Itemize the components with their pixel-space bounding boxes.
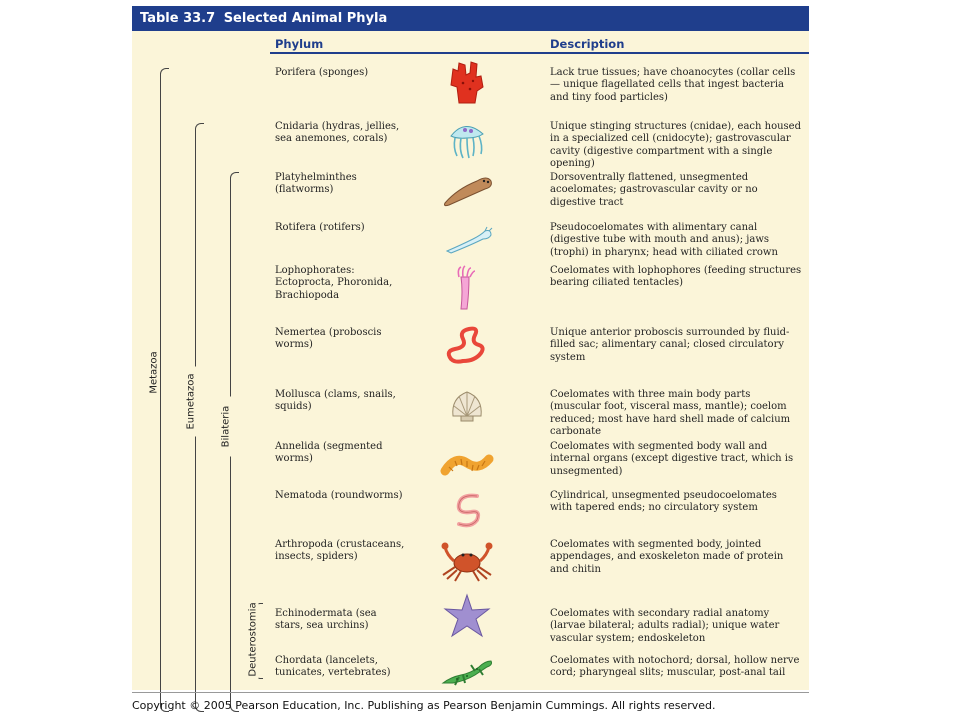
table-body <box>132 31 809 690</box>
phylum-nemertea: Nemertea (proboscis worms) <box>275 327 382 351</box>
description-column-header: Description <box>550 37 625 51</box>
phylum-echinodermata: Echinodermata (sea stars, sea urchins) <box>275 608 377 632</box>
sea-star-icon <box>437 593 497 639</box>
description-chordata: Coelomates with notochord; dorsal, hollow nerve cord; pharyngeal slits; muscular, post-anal tail <box>550 655 800 679</box>
eumetazoa-label: Eumetazoa <box>186 367 197 437</box>
flatworm-icon <box>437 169 497 215</box>
jellyfish-icon <box>437 116 497 162</box>
segmented-worm-icon <box>437 439 497 485</box>
phylum-porifera: Porifera (sponges) <box>275 67 369 78</box>
roundworm-icon <box>437 486 497 532</box>
phylum-annelida: Annelida (segmented worms) <box>275 441 383 465</box>
header-rule <box>270 52 809 54</box>
description-nemertea: Unique anterior proboscis surrounded by fluid-filled sac; alimentary canal; closed circulatory system <box>550 327 790 363</box>
metazoa-label: Metazoa <box>149 345 160 401</box>
salamander-icon <box>437 647 497 693</box>
copyright-notice: Copyright © 2005 Pearson Education, Inc. Publishing as Pearson Benjamin Cummings. All rights reserved. <box>132 699 716 712</box>
phylum-platyhelminthes: Platyhelminthes (flatworms) <box>275 172 357 196</box>
phylum-mollusca: Mollusca (clams, snails, squids) <box>275 389 396 413</box>
phylum-arthropoda: Arthropoda (crustaceans, insects, spiders) <box>275 539 405 563</box>
description-rotifera: Pseudocoelomates with alimentary canal (digestive tube with mouth and anus); jaws (trophi) in pharynx; head with ciliated crown <box>550 222 778 258</box>
description-annelida: Coelomates with segmented body wall and internal organs (except digestive tract, which is unsegmented) <box>550 441 794 477</box>
description-cnidaria: Unique stinging structures (cnidae), each housed in a specialized cell (cnidocyte); gastrovascular cavity (digestive compartment with a single opening) <box>550 121 801 170</box>
description-mollusca: Coelomates with three main body parts (muscular foot, visceral mass, mantle); coelom reduced; most have hard shell made of calcium carbonate <box>550 389 791 438</box>
table-number: Table 33.7 <box>140 11 216 26</box>
phylum-cnidaria: Cnidaria (hydras, jellies, sea anemones, corals) <box>275 121 400 145</box>
crab-icon <box>437 537 497 583</box>
description-nematoda: Cylindrical, unsegmented pseudocoelomates with tapered ends; no circulatory system <box>550 490 777 514</box>
description-lophophorates: Coelomates with lophophores (feeding structures bearing ciliated tentacles) <box>550 265 802 289</box>
sponge-icon <box>437 59 497 105</box>
phylum-nematoda: Nematoda (roundworms) <box>275 490 403 501</box>
description-echinodermata: Coelomates with secondary radial anatomy (larvae bilateral; adults radial); unique water vascular system; endoskeleton <box>550 608 780 644</box>
ribbon-worm-icon <box>437 321 497 367</box>
description-porifera: Lack true tissues; have choanocytes (collar cells— unique flagellated cells that ingest bacteria and tiny food particles) <box>550 67 796 103</box>
shell-icon <box>437 384 497 430</box>
table-title-bar <box>132 6 809 31</box>
bottom-rule <box>132 692 809 693</box>
phylum-rotifera: Rotifera (rotifers) <box>275 222 365 233</box>
description-arthropoda: Coelomates with segmented body, jointed appendages, and exoskeleton made of protein and chitin <box>550 539 784 575</box>
phylum-chordata: Chordata (lancelets, tunicates, vertebrates) <box>275 655 391 679</box>
description-platyhelminthes: Dorsoventrally flattened, unsegmented acoelomates; gastrovascular cavity or no digestive tract <box>550 172 758 208</box>
metazoa-bracket <box>160 68 169 712</box>
phylum-column-header: Phylum <box>275 37 324 51</box>
deuterostomia-label: Deuterostomia <box>248 595 259 685</box>
table-title: Selected Animal Phyla <box>223 11 388 26</box>
lophophorate-icon <box>437 265 497 311</box>
bilateria-label: Bilateria <box>221 397 232 457</box>
phylum-lophophorates: Lophophorates: Ectoprocta, Phoronida, Brachiopoda <box>275 265 393 301</box>
rotifer-icon <box>437 217 497 263</box>
